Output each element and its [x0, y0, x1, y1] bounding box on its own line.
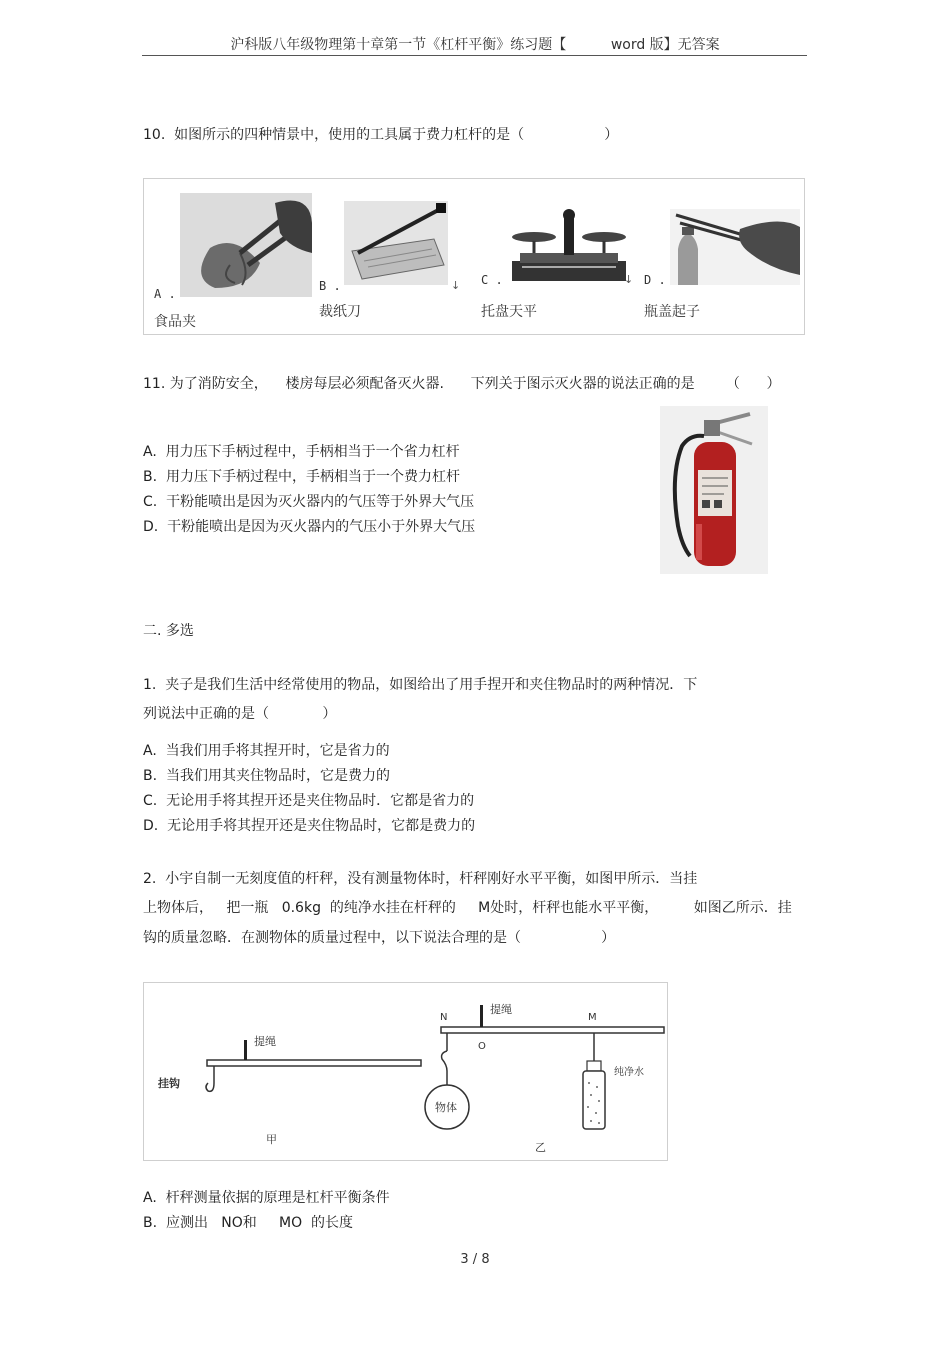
- jia-lever-bar: [207, 1060, 421, 1066]
- yi-label-o: O: [478, 1041, 486, 1052]
- m2-stem-line-1: 2. 小宇自制一无刻度值的杆秤，没有测量物体时，杆秤刚好水平平衡，如图甲所示．当挂: [143, 871, 698, 887]
- m2-stem-line-3: 钩的质量忽略．在测物体的质量过程中，以下说法合理的是（ ）: [143, 930, 616, 946]
- m1-option-c: C. 无论用手将其捏开还是夹住物品时．它都是省力的: [143, 793, 475, 809]
- q10-option-b-letter: B .: [319, 279, 341, 293]
- food-tongs-photo-icon: [180, 193, 312, 297]
- m1-option-d: D. 无论用手将其捏开还是夹住物品时，它都是费力的: [143, 818, 476, 834]
- yi-lever-bar: [441, 1027, 664, 1033]
- jia-hook-label: 挂钩: [158, 1077, 180, 1090]
- q10-figure: [143, 178, 805, 335]
- q10-option-a-letter: A .: [154, 287, 176, 301]
- section-2-title: 二. 多选: [143, 623, 194, 639]
- paper-cutter-photo-icon: [344, 201, 448, 285]
- q11-stem: 11. 为了消防安全， 楼房每层必须配备灭火器. 下列关于图示灭火器的说法正确的是 （ ）: [143, 376, 781, 392]
- jia-hook-icon: [206, 1083, 214, 1091]
- m1-option-a: A. 当我们用手将其捏开时，它是省力的: [143, 743, 390, 759]
- jia-rope-label: 提绳: [254, 1035, 276, 1048]
- yi-caption: 乙: [535, 1141, 546, 1154]
- m1-option-b: B. 当我们用其夹住物品时，它是费力的: [143, 768, 390, 784]
- yi-rope-label: 提绳: [490, 1003, 512, 1016]
- yi-hook-icon: [442, 1051, 447, 1071]
- yi-label-n: N: [440, 1012, 448, 1023]
- yi-label-m: M: [588, 1012, 597, 1023]
- q11-option-d: D. 干粉能喷出是因为灭火器内的气压小于外界大气压: [143, 519, 476, 535]
- fire-extinguisher-photo-icon: [660, 406, 768, 574]
- q10-option-a-label: 食品夹: [154, 314, 196, 330]
- q10-stem: 10. 如图所示的四种情景中，使用的工具属于费力杠杆的是（ ）: [143, 127, 619, 143]
- q10-option-c-letter: C .: [481, 273, 503, 287]
- steelyard-diagram: [144, 983, 667, 1160]
- q10-option-d-letter: D .: [644, 273, 666, 287]
- yi-rope: [480, 1005, 483, 1027]
- jia-caption: 甲: [266, 1133, 277, 1146]
- bottle-opener-photo-icon: [670, 209, 800, 285]
- page-number: 3 / 8: [460, 1252, 490, 1267]
- m1-stem-line-2: 列说法中正确的是（ ）: [143, 706, 337, 722]
- page-header: 沪科版八年级物理第十章第一节《杠杆平衡》练习题【 word 版】无答案: [230, 37, 720, 53]
- q10-option-b-label: 裁纸刀: [319, 304, 361, 320]
- q10-option-c-label: 托盘天平: [481, 304, 537, 320]
- steelyard-figure: [143, 982, 668, 1161]
- m2-option-b: B. 应测出 NO和 MO 的长度: [143, 1215, 354, 1231]
- q10-option-d-label: 瓶盖起子: [644, 304, 700, 320]
- q11-option-b: B. 用力压下手柄过程中，手柄相当于一个费力杠杆: [143, 469, 460, 485]
- q11-option-a: A. 用力压下手柄过程中，手柄相当于一个省力杠杆: [143, 444, 460, 460]
- yi-water-label: 纯净水: [614, 1067, 644, 1078]
- yi-object-label: 物体: [435, 1101, 457, 1114]
- jia-rope: [244, 1040, 247, 1060]
- balance-scale-photo-icon: [506, 207, 632, 285]
- arrow-down-icon: ↓: [451, 279, 461, 292]
- water-bottle: [583, 1071, 605, 1129]
- m2-option-a: A. 杆秤测量依据的原理是杠杆平衡条件: [143, 1190, 390, 1206]
- q11-option-c: C. 干粉能喷出是因为灭火器内的气压等于外界大气压: [143, 494, 475, 510]
- m2-stem-line-2: 上物体后， 把一瓶 0.6kg 的纯净水挂在杆秤的 M处时，杆秤也能水平平衡， 如图乙所示．挂: [143, 900, 792, 916]
- arrow-down-icon: ↓: [624, 273, 634, 286]
- m1-stem-line-1: 1. 夹子是我们生活中经常使用的物品，如图给出了用手捏开和夹住物品时的两种情况．下: [143, 677, 698, 693]
- header-rule: [142, 55, 807, 56]
